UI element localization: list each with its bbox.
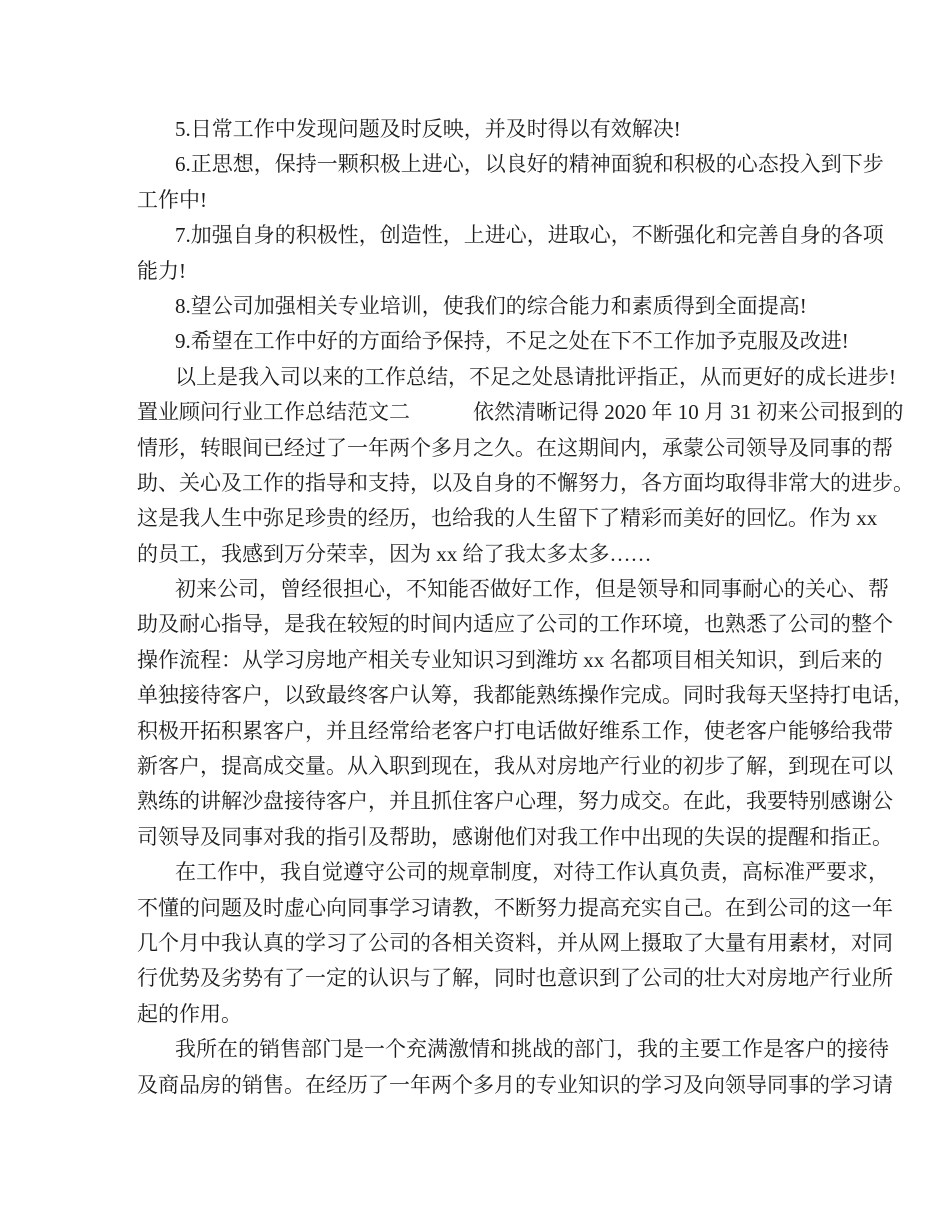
text-line-19: 新客户，提高成交量。从入职到现在，我从对房地产行业的初步了解，到现在可以 bbox=[137, 754, 893, 779]
text-line-26: 起的作用。 bbox=[137, 1001, 242, 1026]
text-line-28: 及商品房的销售。在经历了一年两个多月的专业知识的学习及向领导同事的学习请 bbox=[137, 1072, 893, 1097]
text-line-2: 6.正思想，保持一颗积极上进心，以良好的精神面貌和积极的心态投入到下步 bbox=[175, 152, 884, 177]
text-line-24: 几个月中我认真的学习了公司的各相关资料，并从网上摄取了大量有用素材，对同 bbox=[137, 930, 893, 955]
text-line-14: 初来公司，曾经很担心，不知能否做好工作，但是领导和同事耐心的关心、帮 bbox=[175, 577, 889, 602]
text-line-17: 单独接待客户，以致最终客户认筹，我都能熟练操作完成。同时我每天坚持打电话， bbox=[137, 683, 914, 708]
text-line-16: 操作流程：从学习房地产相关专业知识习到潍坊 xx 名都项目相关知识，到后来的 bbox=[137, 647, 883, 672]
text-line-22: 在工作中，我自觉遵守公司的规章制度，对待工作认真负责，高标准严要求， bbox=[175, 860, 889, 885]
text-line-27: 我所在的销售部门是一个充满激情和挑战的部门，我的主要工作是客户的接待 bbox=[175, 1037, 889, 1062]
text-line-6: 8.望公司加强相关专业培训，使我们的综合能力和素质得到全面提高! bbox=[175, 293, 807, 318]
text-line-11: 助、关心及工作的指导和支持，以及自身的不懈努力，各方面均取得非常大的进步。 bbox=[137, 470, 914, 495]
text-line-23: 不懂的问题及时虚心向同事学习请教，不断努力提高充实自己。在到公司的这一年 bbox=[137, 895, 893, 920]
text-line-12: 这是我人生中弥足珍贵的经历，也给我的人生留下了精彩而美好的回忆。作为 xx bbox=[137, 506, 878, 531]
text-line-3: 工作中! bbox=[137, 187, 207, 212]
text-line-13: 的员工，我感到万分荣幸，因为 xx 给了我太多太多…… bbox=[137, 541, 652, 566]
text-line-25: 行优势及劣势有了一定的认识与了解，同时也意识到了公司的壮大对房地产行业所 bbox=[137, 966, 893, 991]
text-line-1: 5.日常工作中发现问题及时反映，并及时得以有效解决! bbox=[175, 117, 681, 141]
text-line-18: 积极开拓积累客户，并且经常给老客户打电话做好维系工作，使老客户能够给我带 bbox=[137, 718, 893, 743]
document-text-block bbox=[137, 112, 914, 1103]
text-line-7: 9.希望在工作中好的方面给予保持，不足之处在下不工作加予克服及改进! bbox=[175, 329, 849, 354]
text-line-21: 司领导及同事对我的指引及帮助，感谢他们对我工作中出现的失误的提醒和指正。 bbox=[137, 824, 893, 849]
text-line-8: 以上是我入司以来的工作总结，不足之处恳请批评指正，从而更好的成长进步! bbox=[175, 364, 896, 389]
text-line-15: 助及耐心指导，是我在较短的时间内适应了公司的工作环境，也熟悉了公司的整个 bbox=[137, 612, 893, 637]
text-line-5: 能力! bbox=[137, 258, 186, 283]
text-line-9: 置业顾问行业工作总结范文二 依然清晰记得 2020 年 10 月 31 初来公司报到的 bbox=[137, 400, 904, 425]
text-line-4: 7.加强自身的积极性，创造性，上进心，进取心，不断强化和完善自身的各项 bbox=[175, 223, 884, 248]
text-line-10: 情形，转眼间已经过了一年两个多月之久。在这期间内，承蒙公司领导及同事的帮 bbox=[137, 435, 893, 460]
text-line-20: 熟练的讲解沙盘接待客户，并且抓住客户心理，努力成交。在此，我要特别感谢公 bbox=[137, 789, 893, 814]
